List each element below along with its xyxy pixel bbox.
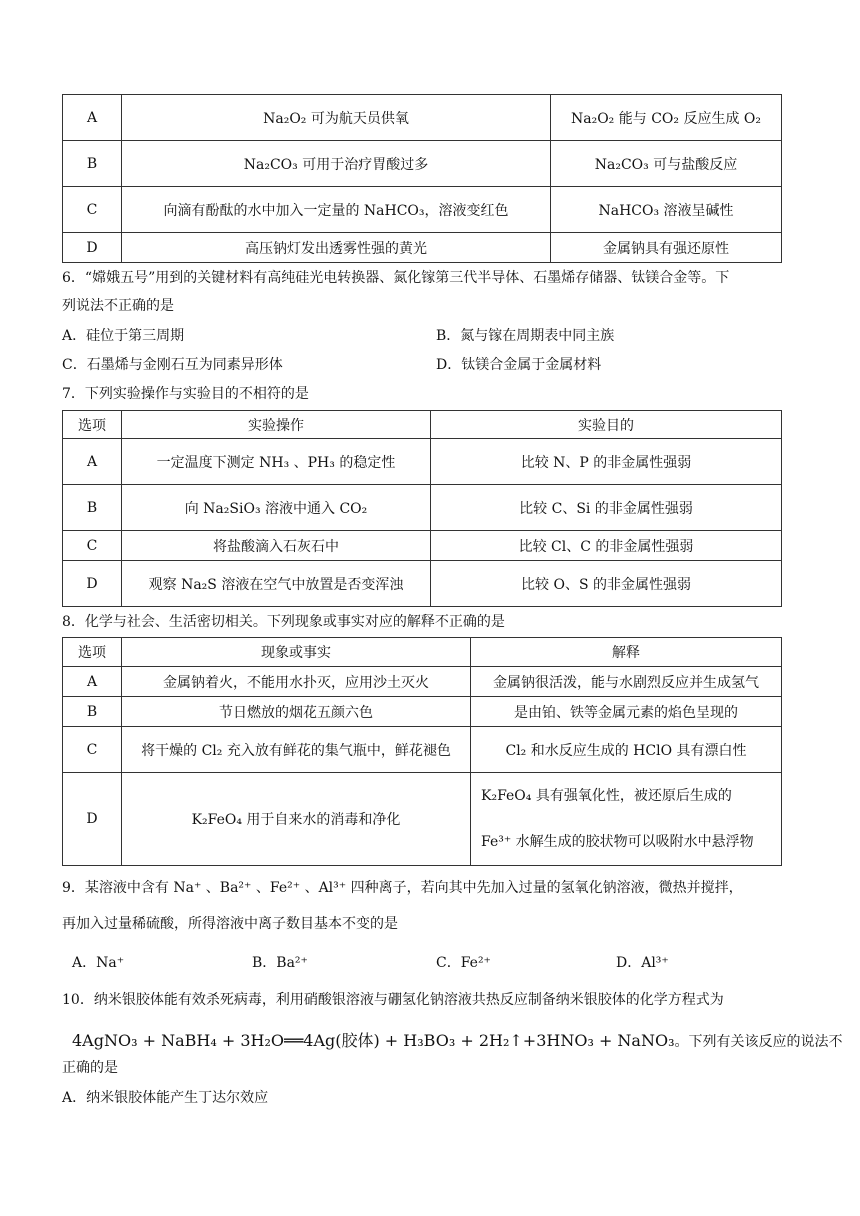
table-cell (471, 773, 782, 866)
table-q7 (62, 410, 782, 607)
table-cell: Na₂O₂ 能与 CO₂ 反应生成 O₂ (551, 95, 782, 141)
question-9-stem-cont: 再加入过量稀硫酸，所得溶液中离子数目基本不变的是 (62, 916, 398, 932)
table-row (63, 95, 782, 141)
table-cell: 金属钠着火，不能用水扑灭，应用沙土灭火 (122, 667, 471, 697)
table-cell: 向滴有酚酞的水中加入一定量的 NaHCO₃，溶液变红色 (122, 187, 551, 233)
row-label: B (63, 485, 122, 531)
question-10-stem: 10．纳米银胶体能有效杀死病毒，利用硝酸银溶液与硼氢化钠溶液共热反应制备纳米银胶体的化学方程式为 (62, 992, 724, 1008)
equation-tail: 。下列有关该反应的说法不 (674, 1034, 843, 1050)
table-cell: 节日燃放的烟花五颜六色 (122, 697, 471, 727)
cell-line: Fe³⁺ 水解生成的胶状物可以吸附水中悬浮物 (481, 834, 754, 850)
row-label: A (63, 95, 122, 141)
table-na-compounds (62, 94, 782, 263)
table-cell: 比较 O、S 的非金属性强弱 (431, 561, 782, 607)
table-cell: Na₂CO₃ 可与盐酸反应 (551, 141, 782, 187)
table-header-row (63, 638, 782, 667)
table-cell: 向 Na₂SiO₃ 溶液中通入 CO₂ (122, 485, 431, 531)
cell-line: K₂FeO₄ 具有强氧化性，被还原后生成的 (481, 788, 732, 804)
table-row (63, 233, 782, 263)
question-7-stem: 7．下列实验操作与实验目的不相符的是 (62, 386, 309, 402)
table-row (63, 485, 782, 531)
question-10-stem-cont: 正确的是 (62, 1060, 118, 1076)
column-header: 解释 (471, 638, 782, 667)
q6-option-b: B．氮与镓在周期表中同主族 (436, 328, 615, 344)
table-cell: Na₂O₂ 可为航天员供氧 (122, 95, 551, 141)
q9-option-c: C．Fe²⁺ (436, 955, 491, 971)
row-label: D (63, 561, 122, 607)
question-6-stem-cont: 列说法不正确的是 (62, 298, 174, 314)
table-cell: Na₂CO₃ 可用于治疗胃酸过多 (122, 141, 551, 187)
column-header: 选项 (63, 638, 122, 667)
chemical-equation (72, 1028, 843, 1051)
table-q8 (62, 637, 782, 866)
q9-option-d: D．Al³⁺ (616, 955, 669, 971)
row-label: A (63, 667, 122, 697)
row-label: D (63, 233, 122, 263)
table-cell: 将盐酸滴入石灰石中 (122, 531, 431, 561)
table-cell: 将干燥的 Cl₂ 充入放有鲜花的集气瓶中，鲜花褪色 (122, 727, 471, 773)
table-row (63, 667, 782, 697)
table-cell: K₂FeO₄ 用于自来水的消毒和净化 (122, 773, 471, 866)
question-6-stem: 6．“嫦娥五号”用到的关键材料有高纯硅光电转换器、氮化镓第三代半导体、石墨烯存储器、钛镁合金等。下 (62, 270, 730, 286)
q9-option-a: A．Na⁺ (72, 955, 125, 971)
table-cell: 高压钠灯发出透雾性强的黄光 (122, 233, 551, 263)
table-row (63, 439, 782, 485)
row-label: A (63, 439, 122, 485)
table-cell: 一定温度下测定 NH₃ 、PH₃ 的稳定性 (122, 439, 431, 485)
table-cell: 比较 N、P 的非金属性强弱 (431, 439, 782, 485)
table-row (63, 531, 782, 561)
table-row (63, 727, 782, 773)
equation-text: 4AgNO₃ + NaBH₄ + 3H₂O══4Ag(胶体) + H₃BO₃ + 2H₂↑+3HNO₃ + NaNO₃ (72, 1031, 675, 1050)
table-cell: 比较 Cl、C 的非金属性强弱 (431, 531, 782, 561)
table-cell: 金属钠具有强还原性 (551, 233, 782, 263)
row-label: C (63, 187, 122, 233)
table-header-row (63, 411, 782, 439)
row-label: B (63, 141, 122, 187)
column-header: 现象或事实 (122, 638, 471, 667)
table-row (63, 141, 782, 187)
table-cell: 金属钠很活泼，能与水剧烈反应并生成氢气 (471, 667, 782, 697)
row-label: D (63, 773, 122, 866)
row-label: C (63, 531, 122, 561)
row-label: C (63, 727, 122, 773)
table-row (63, 773, 782, 866)
column-header: 实验操作 (122, 411, 431, 439)
column-header: 选项 (63, 411, 122, 439)
table-cell: 是由铂、铁等金属元素的焰色呈现的 (471, 697, 782, 727)
table-cell: 观察 Na₂S 溶液在空气中放置是否变浑浊 (122, 561, 431, 607)
table-row (63, 697, 782, 727)
table-row (63, 561, 782, 607)
q6-option-a: A．硅位于第三周期 (62, 328, 185, 344)
table-row (63, 187, 782, 233)
q9-option-b: B．Ba²⁺ (252, 955, 308, 971)
question-8-stem: 8．化学与社会、生活密切相关。下列现象或事实对应的解释不正确的是 (62, 614, 505, 630)
table-cell: NaHCO₃ 溶液呈碱性 (551, 187, 782, 233)
table-cell: Cl₂ 和水反应生成的 HClO 具有漂白性 (471, 727, 782, 773)
column-header: 实验目的 (431, 411, 782, 439)
table-cell: 比较 C、Si 的非金属性强弱 (431, 485, 782, 531)
row-label: B (63, 697, 122, 727)
q6-option-d: D．钛镁合金属于金属材料 (436, 357, 602, 373)
q6-option-c: C．石墨烯与金刚石互为同素异形体 (62, 357, 283, 373)
q10-option-a: A．纳米银胶体能产生丁达尔效应 (62, 1090, 269, 1106)
question-9-stem: 9．某溶液中含有 Na⁺ 、Ba²⁺ 、Fe²⁺ 、Al³⁺ 四种离子，若向其中先加入过量的氢氧化钠溶液，微热并搅拌， (62, 880, 743, 896)
